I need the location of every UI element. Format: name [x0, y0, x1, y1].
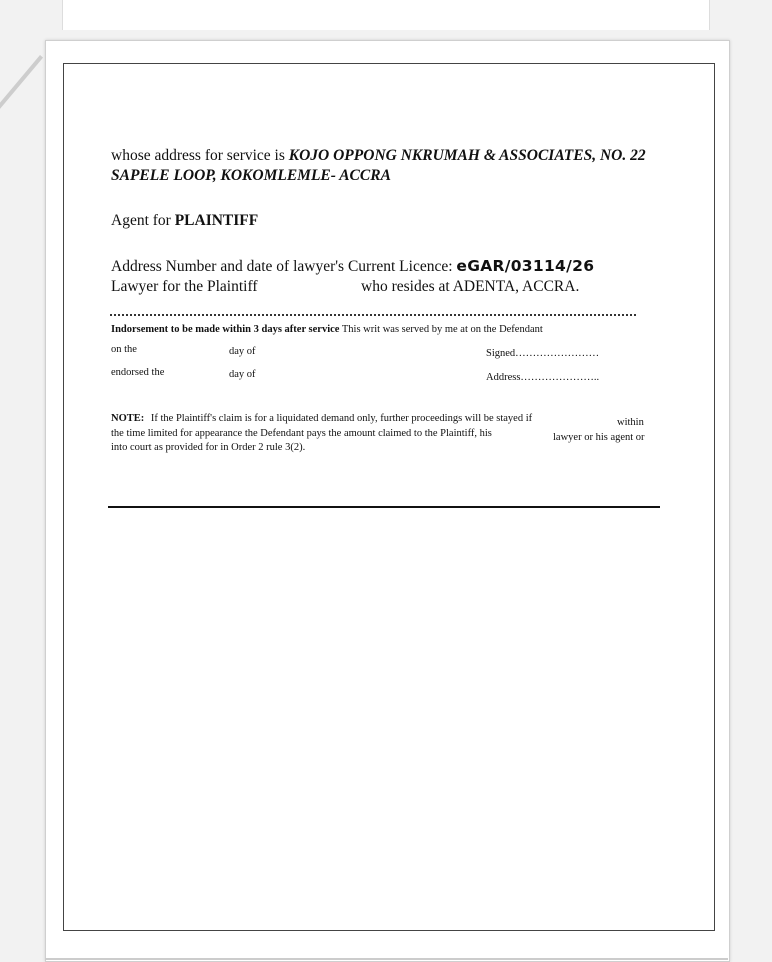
note-label: NOTE: — [111, 413, 145, 424]
firm-address-2: SAPELE LOOP, KOKOMLEMLE- ACCRA — [111, 167, 391, 184]
on-the-label: on the — [111, 344, 137, 355]
agent-label: Agent for — [111, 212, 171, 229]
resides-text: who resides at ADENTA, ACCRA. — [361, 278, 580, 295]
day-of-label-2: day of — [229, 369, 256, 380]
agent-party: PLAINTIFF — [174, 212, 259, 229]
page-glare — [0, 55, 43, 172]
page-border-frame — [63, 63, 715, 931]
address-line-1 — [111, 147, 646, 165]
dotted-separator — [110, 314, 636, 316]
licence-number: eGAR/03114/26 — [456, 257, 595, 275]
note-lawyer: lawyer or his agent or — [553, 432, 645, 443]
indorsement-line — [111, 324, 543, 335]
endorsed-the-label: endorsed the — [111, 367, 165, 378]
agent-line — [111, 212, 258, 230]
note-text-2: the time limited for appearance the Defendant pays the amount claimed to the Plaintiff, his — [111, 428, 492, 439]
note-text-3: into court as provided for in Order 2 rule 3(2). — [111, 442, 306, 453]
day-of-label-1: day of — [229, 346, 256, 357]
note-within: within — [617, 417, 644, 428]
indorsement-heading: Indorsement to be made within 3 days after service — [111, 324, 340, 335]
horizontal-rule — [108, 506, 660, 508]
signed-field: Signed…………………… — [486, 348, 600, 359]
licence-line — [111, 257, 594, 276]
lawyer-label: Lawyer for the Plaintiff — [111, 278, 258, 295]
firm-address-1: KOJO OPPONG NKRUMAH & ASSOCIATES, NO. 22 — [288, 147, 646, 164]
address-intro: whose address for service is — [111, 147, 285, 164]
licence-label: Address Number and date of lawyer's Current Licence: — [111, 258, 453, 275]
address-field: Address………………….. — [486, 372, 600, 383]
note-line-1 — [111, 413, 532, 424]
indorsement-text: This writ was served by me at on the Defendant — [341, 324, 543, 335]
note-text-1: If the Plaintiff's claim is for a liquidated demand only, further proceedings will be stayed if — [150, 413, 533, 424]
previous-page-edge — [62, 0, 710, 30]
